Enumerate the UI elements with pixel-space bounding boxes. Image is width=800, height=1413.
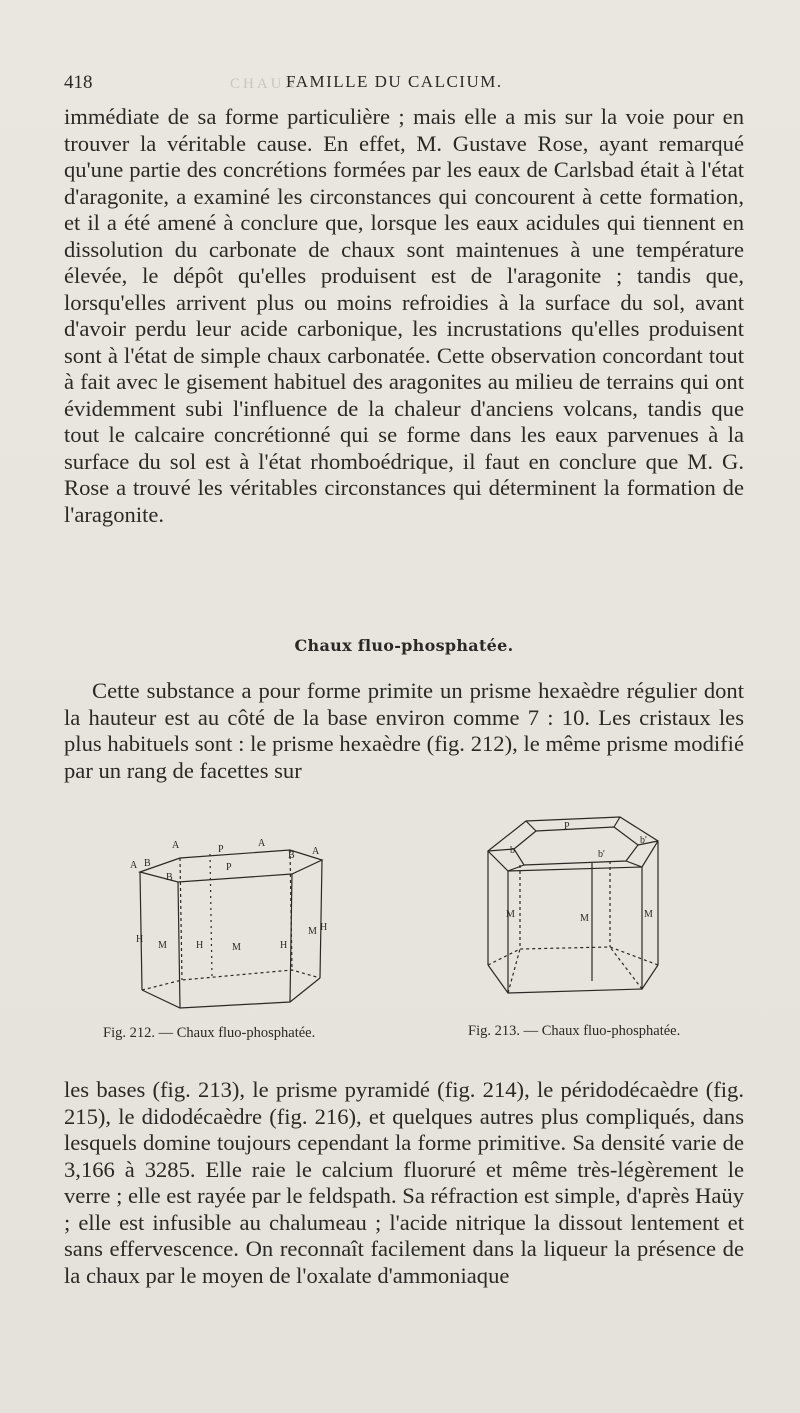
figure-212 <box>130 830 340 1020</box>
page-number: 418 <box>64 72 93 93</box>
label-P: P <box>226 862 232 873</box>
label-P: P <box>564 821 570 832</box>
label-H: H <box>320 922 328 933</box>
hex-prism-edge <box>140 872 142 990</box>
hex-prism-edge <box>178 882 180 1008</box>
section-heading: Chaux fluo-phosphatée. <box>294 636 514 655</box>
label-A: A <box>258 838 266 849</box>
figure-212-drawing <box>130 830 340 1020</box>
label-M: M <box>506 909 515 920</box>
figure-212-caption: Fig. 212. — Chaux fluo-phosphatée. <box>103 1025 316 1041</box>
label-H: H <box>280 940 288 951</box>
paragraph-3: les bases (fig. 213), le prisme pyramidé (fig. 214), le péridodécaèdre (fig. 215), le didodécaèdre (fig. 216), et quelques autres plus compliqués, dans lesquels domine toujours cependant la forme primitive. Sa densité varie de 3,166 à 3285. Elle raie le calcium fluoruré et même très-légèrement le verre ; elle est rayée par le feldspath. Sa réfraction est simple, d'après Haüy ; elle est infusible au chalumeau ; l'acide nitrique la dissout lentement et sans effervescence. On reconnaît facilement dans la liqueur la présence de la chaux par le moyen de l'oxalate d'ammoniaque <box>64 1077 744 1288</box>
prism-hidden-base <box>488 947 658 965</box>
label-H: H <box>196 940 204 951</box>
label-M: M <box>644 909 653 920</box>
label-b-prime: b' <box>598 849 605 860</box>
body-text-middle <box>64 678 744 784</box>
label-B: B <box>288 850 295 861</box>
label-M: M <box>232 942 241 953</box>
label-b-prime: b' <box>640 835 647 846</box>
figure-213-caption: Fig. 213. — Chaux fluo-phosphatée. <box>468 1023 681 1039</box>
label-A: A <box>312 846 320 857</box>
running-title: FAMILLE DU CALCIUM. <box>286 72 503 91</box>
body-text-top <box>64 104 744 528</box>
hex-prism-hidden-edge <box>210 854 212 978</box>
label-B: B <box>144 858 151 869</box>
hex-prism-edge <box>320 860 322 978</box>
label-M: M <box>308 926 317 937</box>
label-M: M <box>158 940 167 951</box>
hex-prism-hidden-edge <box>180 858 182 980</box>
label-M: M <box>580 913 589 924</box>
hex-prism-base-front <box>142 978 320 1008</box>
label-A: A <box>130 860 138 871</box>
prism-inner-top <box>514 827 638 865</box>
label-A: A <box>172 840 180 851</box>
figure-213 <box>480 815 680 1015</box>
body-text-bottom <box>64 1077 744 1289</box>
show-through-text: CHAUX <box>230 76 299 92</box>
label-H: H <box>136 934 144 945</box>
paragraph-1: immédiate de sa forme particulière ; mais elle a mis sur la voie pour en trouver la véritable cause. En effet, M. Gustave Rose, ayant remarqué qu'une partie des concrétions formées par les eaux de Carlsbad était à l'état d'aragonite, a examiné les circonstances qui concourent à cette formation, et il a été amené à conclure que, lorsque les eaux acidules qui tiennent en dissolution du carbonate de chaux sont maintenues à une température élevée, le dépôt qu'elles produisent est de l'aragonite ; tandis que, lorsqu'elles arrivent plus ou moins refroidies à la surface du sol, avant d'avoir perdu leur acide carbonique, les incrustations qu'elles produisent sont à l'état de simple chaux carbonatée. Cette observation concordant tout à fait avec le gisement habituel des aragonites au milieu de terrains qui ont évidemment subi l'influence de la chaleur d'anciens volcans, tandis que tout le calcaire concrétionné qui se forme dans les eaux parvenues à la surface du sol est à l'état rhomboédrique, il faut en conclure que M. G. Rose a trouvé les véritables circonstances qui déterminent la formation de l'aragonite. <box>64 104 744 527</box>
paragraph-2: Cette substance a pour forme primite un prisme hexaèdre régulier dont la hauteur est au côté de la base environ comme 7 : 10. Les cristaux les plus habituels sont : le prisme hexaèdre (fig. 212), le même prisme modifié par un rang de facettes sur <box>64 678 744 783</box>
page-header <box>64 72 744 96</box>
label-B: B <box>166 872 173 883</box>
label-b: b <box>510 845 515 856</box>
label-P: P <box>218 844 224 855</box>
hex-prism-hidden-base <box>142 970 320 990</box>
prism-base-front <box>488 965 658 993</box>
figure-213-drawing <box>480 815 680 1015</box>
